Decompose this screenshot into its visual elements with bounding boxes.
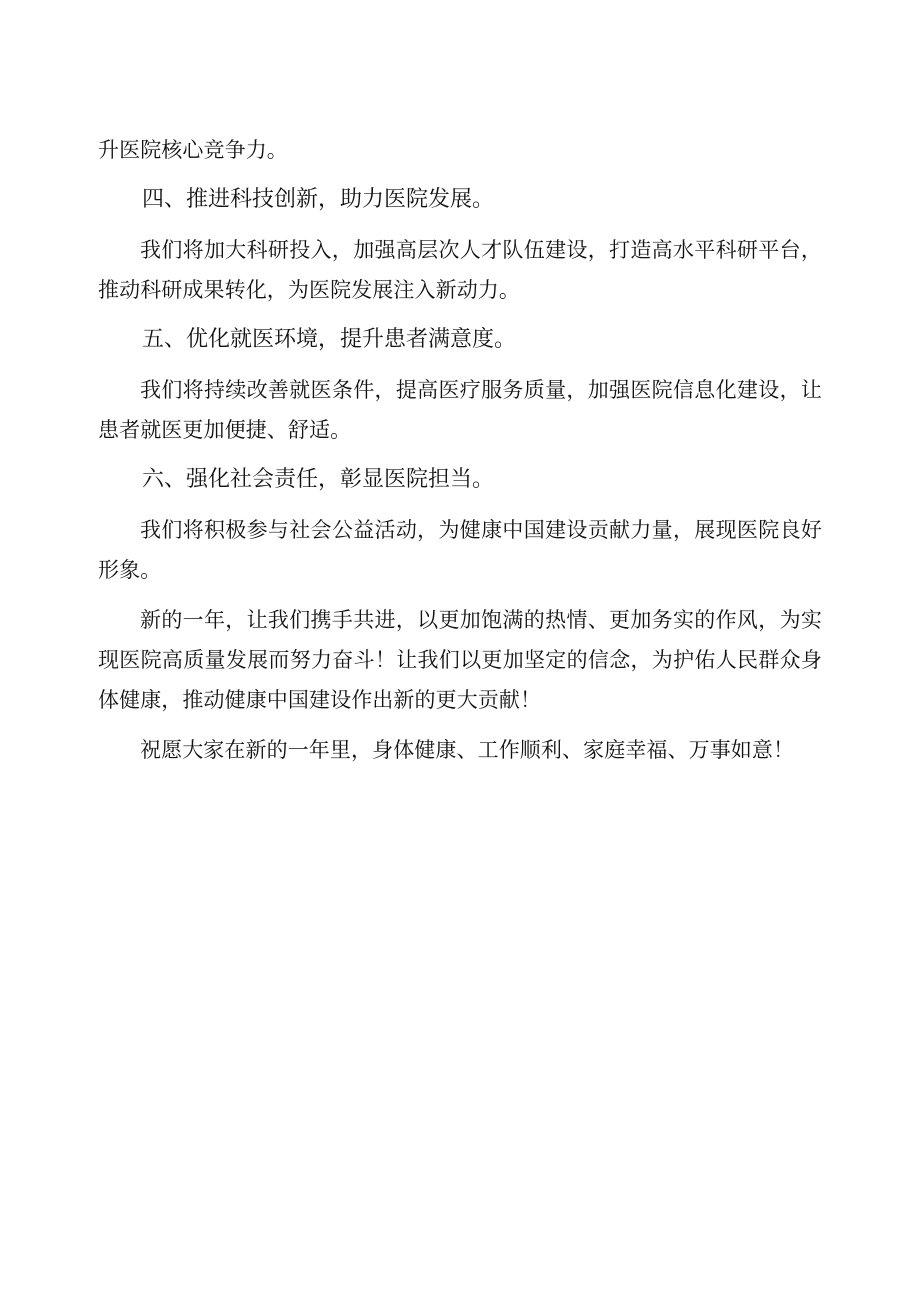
document-body <box>98 130 822 780</box>
paragraph-responsibility: 我们将积极参与社会公益活动，为健康中国建设贡献力量，展现医院良好形象。 <box>98 518 822 582</box>
paragraph-research: 我们将加大科研投入，加强高层次人才队伍建设，打造高水平科研平台，推动科研成果转化，为医院发展注入新动力。 <box>98 238 822 302</box>
section-heading-six: 六、强化社会责任，彰显医院担当。 <box>142 467 495 492</box>
paragraph-environment: 我们将持续改善就医条件，提高医疗服务质量，加强医院信息化建设，让患者就医更加便捷、舒适。 <box>98 378 822 442</box>
paragraph-new-year: 新的一年，让我们携手共进，以更加饱满的热情、更加务实的作风，为实现医院高质量发展而努力奋斗！让我们以更加坚定的信念，为护佑人民群众身体健康，推动健康中国建设作出新的更大贡献！ <box>98 608 822 712</box>
paragraph-continuation: 升医院核心竞争力。 <box>98 138 288 162</box>
section-heading-five: 五、优化就医环境，提升患者满意度。 <box>142 327 517 352</box>
paragraph-wishes: 祝愿大家在新的一年里，身体健康、工作顺利、家庭幸福、万事如意！ <box>140 738 795 762</box>
section-heading-four: 四、推进科技创新，助力医院发展。 <box>142 187 495 212</box>
